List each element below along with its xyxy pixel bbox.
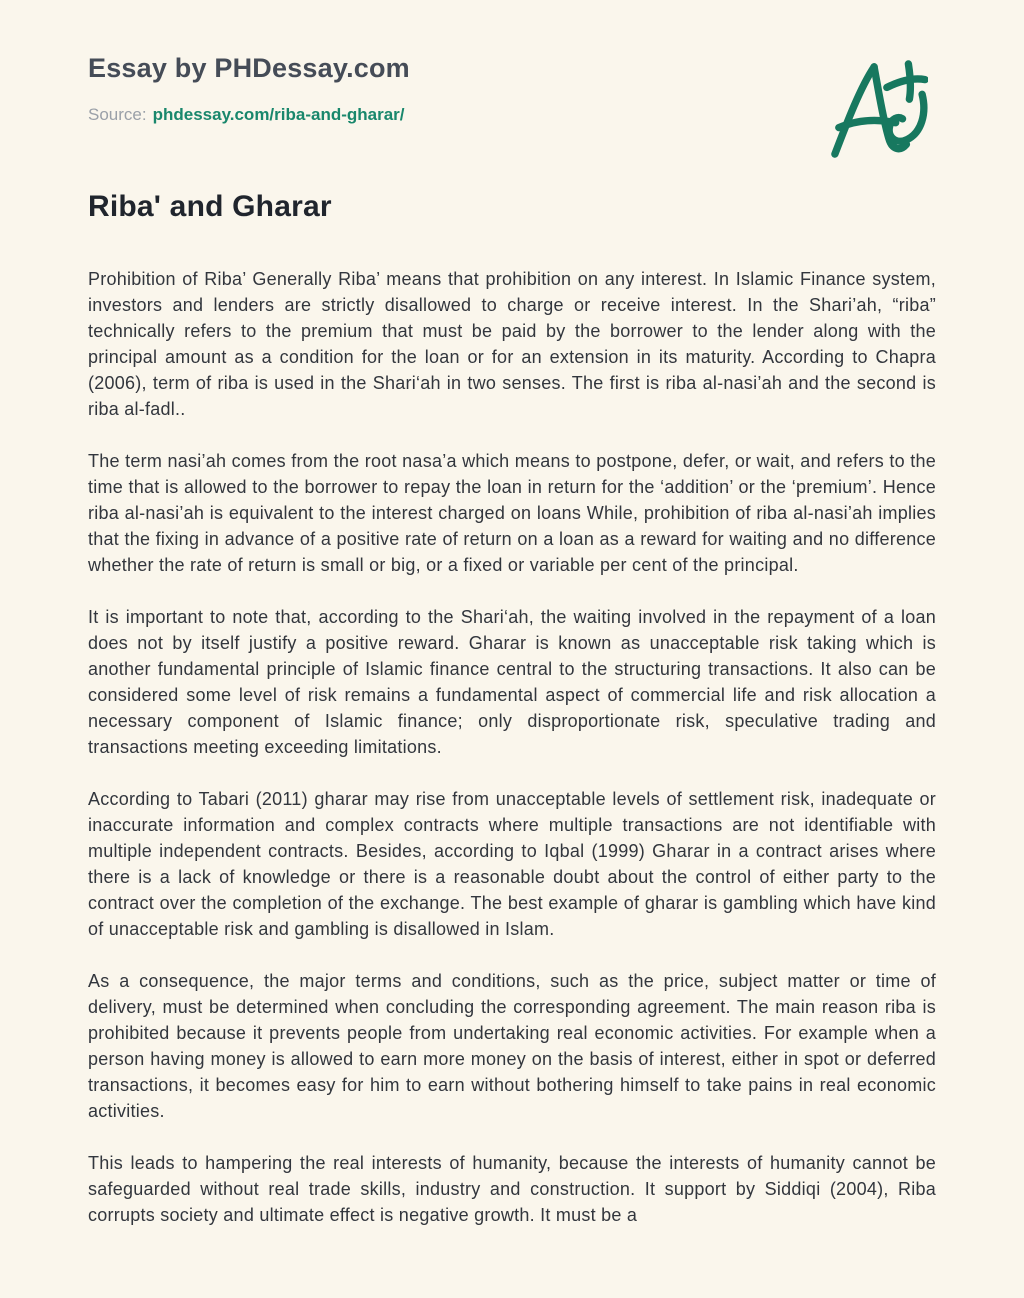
essay-paragraph: Prohibition of Riba’ Generally Riba’ means that prohibition on any interest. In Islamic Finance system, investors and lenders are strictly disallowed to charge or receive interest. In the Shari’ah, “riba” technically refers to the premium that must be paid by the borrower to the lender along with the principal amount as a condition for the loan or for an extension in its maturity. According to Chapra (2006), term of riba is used in the Shari‘ah in two senses. The first is riba al-nasi’ah and the second is riba al-fadl.. [88,269,936,419]
source-label: Source: [88,105,147,124]
essay-paragraph: According to Tabari (2011) gharar may rise from unacceptable levels of settlement risk, inadequate or inaccurate information and complex contracts where multiple transactions are not identifiable with multiple independent contracts. Besides, according to Iqbal (1999) Gharar in a contract arises where there is a lack of knowledge or there is a reasonable doubt about the control of either party to the contract over the completion of the exchange. The best example of gharar is gambling which have kind of unacceptable risk and gambling is disallowed in Islam. [88,789,936,939]
essay-title: Riba' and Gharar [88,190,332,223]
essay-paragraph: It is important to note that, according to the Shari‘ah, the waiting involved in the repayment of a loan does not by itself justify a positive reward. Gharar is known as unacceptable risk taking which is another fundamental principle of Islamic finance central to the structuring transactions. It also can be considered some level of risk remains a fundamental aspect of commercial life and risk allocation a necessary component of Islamic finance; only disproportionate risk, speculative trading and transactions meeting exceeding limitations. [88,607,936,757]
header-title: Essay by PHDessay.com [88,53,410,83]
essay-paragraph: This leads to hampering the real interests of humanity, because the interests of humanity cannot be safeguarded without real trade skills, industry and construction. It support by Siddiqi (2004), Riba corrupts society and ultimate effect is negative growth. It must be a [88,1153,936,1225]
source-line [88,105,936,125]
essay-body [88,189,936,1228]
essay-paragraph: As a consequence, the major terms and conditions, such as the price, subject matter or time of delivery, must be determined when concluding the corresponding agreement. The main reason riba is prohibited because it prevents people from undertaking real economic activities. For example when a person having money is allowed to earn more money on the basis of interest, either in spot or deferred transactions, it becomes easy for him to earn without bothering himself to take pains in real economic activities. [88,971,936,1121]
page-header [88,52,936,125]
source-link[interactable]: phdessay.com/riba-and-gharar/ [152,105,405,124]
essay-paragraph: The term nasi’ah comes from the root nasa’a which means to postpone, defer, or wait, and refers to the time that is allowed to the borrower to repay the loan in return for the ‘addition’ or the ‘premium’. Hence riba al-nasi’ah is equivalent to the interest charged on loans While, prohibition of riba al-nasi’ah implies that the fixing in advance of a positive rate of return on a loan as a reward for waiting and no difference whether the rate of return is small or big, or a fixed or variable per cent of the principal. [88,451,936,575]
